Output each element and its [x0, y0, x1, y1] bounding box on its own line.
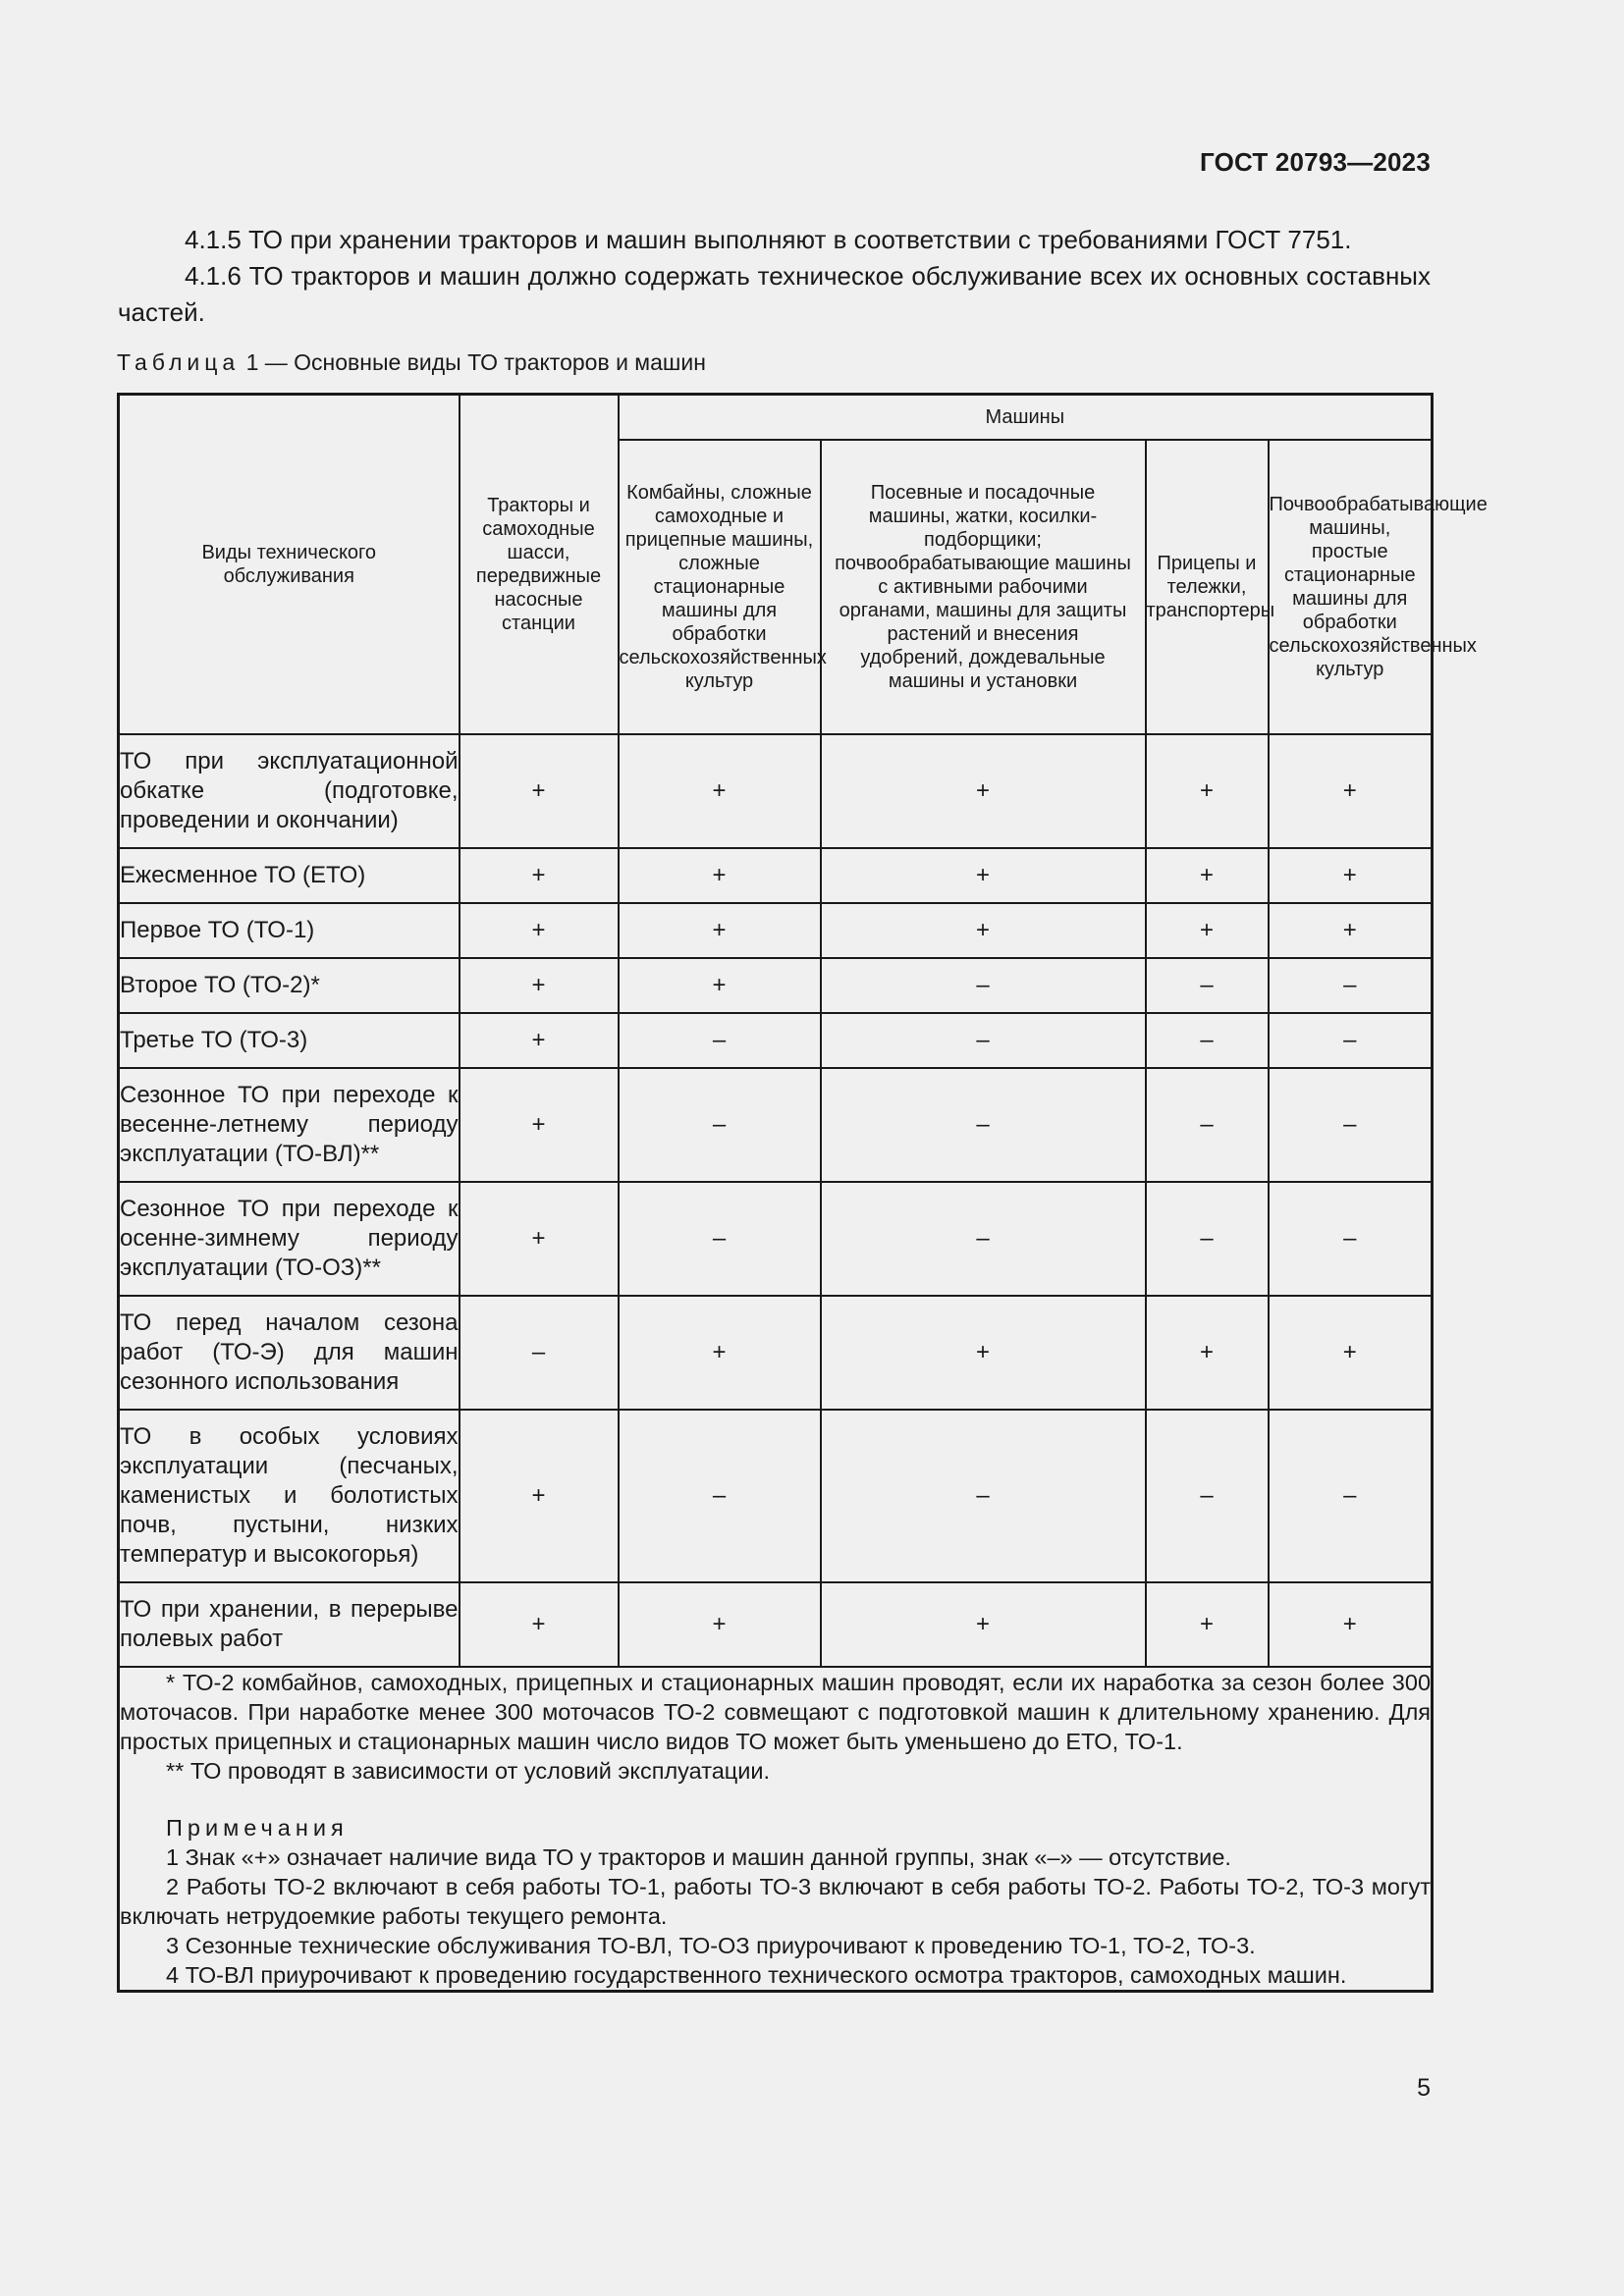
row-label: ТО при хранении, в перерыве полевых работ [119, 1582, 460, 1667]
table-row [119, 1410, 1433, 1582]
cell-value: + [1146, 848, 1269, 903]
table-notes-row [119, 1667, 1433, 1992]
cell-value: + [619, 1582, 821, 1667]
row-label: Второе ТО (ТО-2)* [119, 958, 460, 1013]
cell-value: + [619, 1296, 821, 1410]
row-label: Третье ТО (ТО-3) [119, 1013, 460, 1068]
table-caption-word: Таблица [117, 349, 241, 375]
document-number: ГОСТ 20793—2023 [1200, 147, 1431, 177]
note-2: 2 Работы ТО-2 включают в себя работы ТО-1, работы ТО-3 включают в себя работы ТО-2. Работы ТО-2, ТО-3 могут включать нетрудоемкие работы текущего ремонта. [120, 1873, 1432, 1929]
header-sowing-machines: Посевные и посадочные машины, жатки, косилки-подборщики; почвообрабатывающие машины с активными рабочими органами, машины для защиты растений и внесения удобрений, дождевальные машины и установки [821, 440, 1146, 734]
cell-value: + [460, 1068, 619, 1182]
cell-value: + [619, 958, 821, 1013]
paragraph-4-1-5: 4.1.5 ТО при хранении тракторов и машин выполняют в соответствии с требованиями ГОСТ 7751. [185, 225, 1352, 254]
cell-value: + [460, 848, 619, 903]
table-row [119, 1582, 1433, 1667]
table-row [119, 1013, 1433, 1068]
header-combines: Комбайны, сложные самоходные и прицепные машины, сложные стационарные машины для обработки сельскохозяйственных культур [619, 440, 821, 734]
cell-value: + [460, 1582, 619, 1667]
maintenance-types-table [117, 393, 1488, 1993]
cell-value: – [1269, 1068, 1433, 1182]
cell-value: – [1269, 1182, 1433, 1296]
cell-value: + [1269, 1296, 1433, 1410]
row-label: ТО при эксплуатационной обкатке (подготовке, проведении и окончании) [119, 734, 460, 848]
cell-value: – [619, 1013, 821, 1068]
cell-value: + [821, 1296, 1146, 1410]
header-machines-group: Машины [619, 395, 1433, 440]
cell-value: – [1146, 1182, 1269, 1296]
notes-title: Примечания [166, 1814, 349, 1841]
header-tractors: Тракторы и самоходные шасси, передвижные насосные станции [460, 395, 619, 734]
cell-value: + [1269, 848, 1433, 903]
cell-value: – [821, 1410, 1146, 1582]
table-row [119, 903, 1433, 958]
paragraph-4-1-6: 4.1.6 ТО тракторов и машин должно содержать техническое обслуживание всех их основных составных частей. [118, 261, 1431, 327]
row-label: ТО в особых условиях эксплуатации (песчаных, каменистых и болотистых почв, пустыни, низких температур и высокогорья) [119, 1410, 460, 1582]
cell-value: + [1146, 903, 1269, 958]
table-row [119, 1068, 1433, 1182]
header-soil-machines: Почвообрабатывающие машины, простые стационарные машины для обработки сельскохозяйственных культур [1269, 440, 1433, 734]
footnote-2: ** ТО проводят в зависимости от условий эксплуатации. [166, 1757, 771, 1784]
cell-value: + [460, 903, 619, 958]
cell-value: + [619, 903, 821, 958]
note-4: 4 ТО-ВЛ приурочивают к проведению государственного технического осмотра тракторов, самоходных машин. [166, 1961, 1347, 1988]
cell-value: + [1146, 1296, 1269, 1410]
table-caption-text: 1 — Основные виды ТО тракторов и машин [240, 349, 706, 375]
footnote-1: * ТО-2 комбайнов, самоходных, прицепных и стационарных машин проводят, если их наработка за сезон более 300 моточасов. При наработке менее 300 моточасов ТО-2 совмещают с подготовкой машин к длительному хранению. Для простых прицепных и стационарных машин число видов ТО может быть уменьшено до ЕТО, ТО-1. [120, 1669, 1432, 1754]
cell-value: – [1146, 1013, 1269, 1068]
cell-value: + [460, 1013, 619, 1068]
cell-value: – [1269, 958, 1433, 1013]
cell-value: + [460, 958, 619, 1013]
note-3: 3 Сезонные технические обслуживания ТО-ВЛ, ТО-ОЗ приурочивают к проведению ТО-1, ТО-2, ТО-3. [166, 1932, 1256, 1958]
cell-value: – [1146, 1410, 1269, 1582]
row-label: Сезонное ТО при переходе к весенне-летнему периоду эксплуатации (ТО-ВЛ)** [119, 1068, 460, 1182]
cell-value: – [619, 1410, 821, 1582]
cell-value: – [821, 1182, 1146, 1296]
cell-value: – [619, 1182, 821, 1296]
cell-value: – [619, 1068, 821, 1182]
cell-value: – [821, 1068, 1146, 1182]
cell-value: + [821, 848, 1146, 903]
cell-value: + [460, 1182, 619, 1296]
cell-value: + [1269, 903, 1433, 958]
row-label: Сезонное ТО при переходе к осенне-зимнему периоду эксплуатации (ТО-ОЗ)** [119, 1182, 460, 1296]
table-notes [119, 1667, 1433, 1992]
header-maintenance-type: Виды технического обслуживания [119, 395, 460, 734]
row-label: Ежесменное ТО (ЕТО) [119, 848, 460, 903]
cell-value: – [1269, 1013, 1433, 1068]
cell-value: + [460, 1410, 619, 1582]
cell-value: + [1269, 734, 1433, 848]
table-row [119, 958, 1433, 1013]
table-row [119, 1182, 1433, 1296]
page-number: 5 [1417, 2074, 1431, 2102]
cell-value: – [1146, 1068, 1269, 1182]
cell-value: – [460, 1296, 619, 1410]
cell-value: + [1146, 1582, 1269, 1667]
table-row [119, 1296, 1433, 1410]
table-row [119, 848, 1433, 903]
cell-value: – [1269, 1410, 1433, 1582]
cell-value: – [821, 1013, 1146, 1068]
cell-value: – [821, 958, 1146, 1013]
row-label: Первое ТО (ТО-1) [119, 903, 460, 958]
cell-value: + [1269, 1582, 1433, 1667]
row-label: ТО перед началом сезона работ (ТО-Э) для машин сезонного использования [119, 1296, 460, 1410]
cell-value: + [619, 734, 821, 848]
cell-value: + [619, 848, 821, 903]
header-trailers: Прицепы и тележки, транспортеры [1146, 440, 1269, 734]
cell-value: + [1146, 734, 1269, 848]
table-row [119, 734, 1433, 848]
cell-value: + [460, 734, 619, 848]
cell-value: + [821, 734, 1146, 848]
note-1: 1 Знак «+» означает наличие вида ТО у тракторов и машин данной группы, знак «–» — отсутствие. [166, 1843, 1231, 1870]
cell-value: + [821, 1582, 1146, 1667]
cell-value: – [1146, 958, 1269, 1013]
table-caption [117, 349, 706, 376]
body-text [118, 222, 1431, 331]
cell-value: + [821, 903, 1146, 958]
